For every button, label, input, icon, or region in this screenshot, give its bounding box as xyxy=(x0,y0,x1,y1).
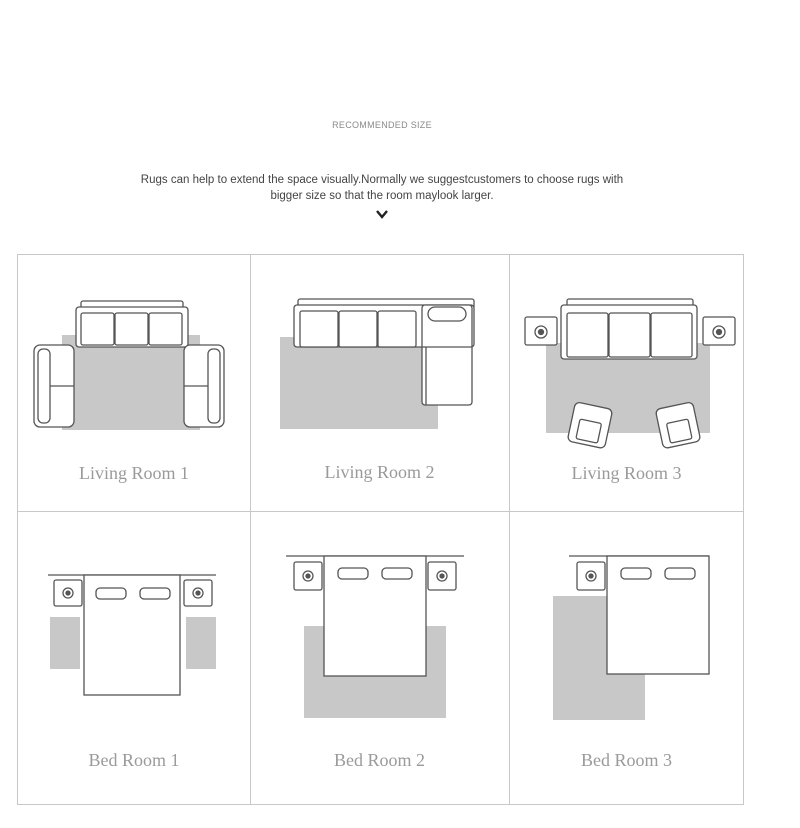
room-card-living-room-1 xyxy=(18,255,250,511)
room-card-bed-room-3 xyxy=(509,512,744,806)
room-grid xyxy=(17,254,744,805)
intro-line-2: bigger size so that the room maylook larger. xyxy=(270,190,494,202)
intro-text xyxy=(120,172,644,204)
room-card-living-room-2 xyxy=(250,255,509,511)
room-card-bed-room-1 xyxy=(18,512,250,806)
room-card-bed-room-2 xyxy=(250,512,509,806)
room-label: Bed Room 1 xyxy=(88,750,180,770)
room-card-living-room-3 xyxy=(509,255,744,511)
intro-line-1: Rugs can help to extend the space visually.Normally we suggestcustomers to choose rugs with xyxy=(140,174,624,186)
room-label: Bed Room 3 xyxy=(580,750,672,770)
room-label: Living Room 2 xyxy=(324,462,435,482)
room-label: Living Room 1 xyxy=(78,463,189,483)
room-label: Living Room 3 xyxy=(571,463,682,483)
room-label: Bed Room 2 xyxy=(333,750,425,770)
recommended-size-heading: RECOMMENDED SIZE xyxy=(332,120,432,130)
chevron-down-icon xyxy=(374,207,390,221)
